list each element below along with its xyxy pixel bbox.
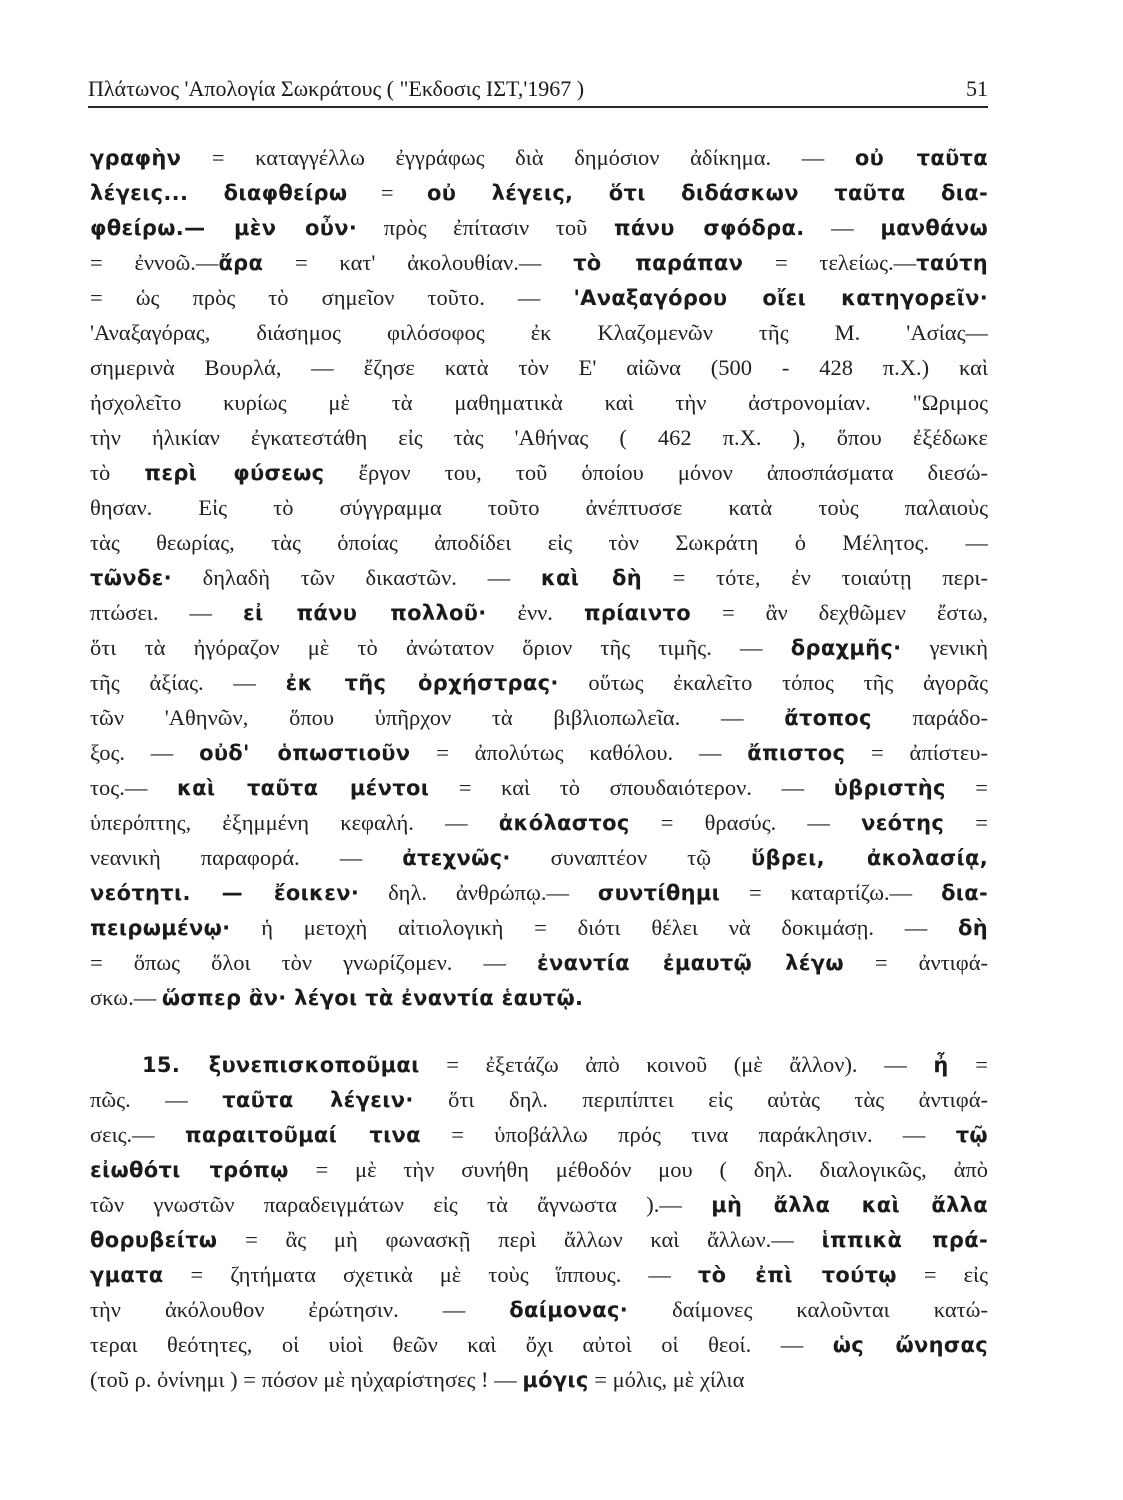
- lemma-term: τῷ: [955, 1123, 988, 1147]
- gloss-text: γενικὴ: [901, 635, 988, 660]
- gloss-text: σημερινὰ Βουρλά, — ἔζησε κατὰ τὸν Ε' αἰῶνα (500 - 428 π.Χ.) καὶ: [90, 355, 988, 380]
- gloss-text: σκω.—: [90, 985, 162, 1010]
- gloss-text: = εἰς: [896, 1262, 988, 1287]
- gloss-text: ὑπερόπτης, ἐξημμένη κεφαλή. —: [90, 810, 499, 835]
- lemma-term: δραχμῆς·: [790, 636, 902, 660]
- lemma-term: νεότητι. — ἔοικεν·: [90, 881, 360, 905]
- gloss-text: = μόλις, μὲ χίλια: [588, 1367, 745, 1392]
- lemma-term: δια-: [941, 881, 988, 905]
- gloss-text: ὅτι δηλ. περιπίπτει εἰς αὐτὰς τὰς ἀντιφά-: [413, 1087, 988, 1112]
- text-line: [90, 1292, 988, 1327]
- lemma-term: τὸ παράπαν: [573, 251, 744, 275]
- gloss-text: = ὅπως ὅλοι τὸν γνωρίζομεν. —: [90, 950, 538, 975]
- gloss-text: σεις.—: [90, 1122, 185, 1147]
- gloss-text: = ἂν δεχθῶμεν ἔστω,: [690, 600, 988, 625]
- text-line: [90, 245, 988, 280]
- lemma-term: 15. ξυνεπισκοποῦμαι: [142, 1053, 420, 1077]
- text-line: [90, 1117, 988, 1152]
- text-line: [90, 805, 988, 840]
- lemma-term: ὑβριστὴς: [833, 776, 946, 800]
- text-line: [90, 210, 988, 245]
- gloss-text: οὕτως ἐκαλεῖτο τόπος τῆς ἀγορᾶς: [558, 670, 988, 695]
- gloss-text: —: [804, 215, 881, 240]
- text-line: [90, 1362, 988, 1397]
- lemma-term: ὡς ὤνησας: [832, 1333, 988, 1357]
- lemma-term: εἰ πάνυ πολλοῦ·: [243, 601, 487, 625]
- text-line: [90, 280, 988, 315]
- text-line: [90, 490, 988, 525]
- lemma-term: παραιτοῦμαί τινα: [185, 1123, 421, 1147]
- lemma-term: φθείρω.— μὲν οὖν·: [90, 216, 358, 240]
- gloss-text: = θρασύς. —: [629, 810, 862, 835]
- lemma-term: ἄπιστος: [747, 741, 846, 765]
- gloss-text: = ἀπίστευ-: [845, 740, 988, 765]
- lemma-term: μανθάνω: [880, 216, 988, 240]
- text-line: [90, 1222, 988, 1257]
- text-line: [90, 980, 988, 1015]
- lemma-term: πάνυ σφόδρα.: [613, 216, 805, 240]
- page-number: 51: [966, 76, 988, 101]
- gloss-text: =: [944, 810, 988, 835]
- lemma-term: πρίαιντο: [583, 601, 691, 625]
- lemma-term: 'Αναξαγόρου οἴει κατηγορεῖν·: [573, 286, 988, 310]
- gloss-text: = ἂς μὴ φωνασκῇ περὶ ἄλλων καὶ ἄλλων.—: [217, 1227, 822, 1252]
- gloss-text: = ἀντιφά-: [843, 950, 988, 975]
- text-line: [90, 1152, 988, 1187]
- lemma-term: γραφὴν: [90, 146, 182, 170]
- lemma-term: ἄρα: [218, 251, 264, 275]
- text-line: [90, 1257, 988, 1292]
- gloss-text: πῶς. —: [90, 1087, 223, 1112]
- lemma-term: οὐδ' ὁπωστιοῦν: [199, 741, 411, 765]
- lemma-term: οὐ ταῦτα: [854, 146, 988, 170]
- gloss-text: =: [945, 775, 988, 800]
- gloss-text: τῆς ἀξίας. —: [90, 670, 286, 695]
- header-title: Πλάτωνος 'Απολογία Σωκράτους ( "Εκδοσις ΙΣΤ,'1967 ): [88, 76, 585, 101]
- text-line: [90, 1187, 988, 1222]
- gloss-text: ἐνν.: [486, 600, 584, 625]
- gloss-text: =: [347, 180, 428, 205]
- lemma-term: θορυβείτω: [90, 1228, 218, 1252]
- lemma-term: οὐ λέγεις, ὅτι διδάσκων ταῦτα δια-: [427, 181, 988, 205]
- gloss-text: ξος. —: [90, 740, 200, 765]
- lemma-term: δαίμονας·: [509, 1298, 629, 1322]
- gloss-text: ἠσχολεῖτο κυρίως μὲ τὰ μαθηματικὰ καὶ τὴν ἀστρονομίαν. "Ωριμος: [90, 390, 988, 415]
- lemma-term: τῶνδε·: [90, 566, 172, 590]
- text-line: [90, 525, 988, 560]
- text-line: [90, 455, 988, 490]
- text-line: [90, 420, 988, 455]
- text-line: [90, 875, 988, 910]
- gloss-text: τὴν ἀκόλουθον ἐρώτησιν. —: [90, 1297, 510, 1322]
- gloss-text: ἡ μετοχὴ αἰτιολογικὴ = διότι θέλει νὰ δοκιμάσῃ. —: [230, 915, 959, 940]
- gloss-text: τεραι θεότητες, οἱ υἱοὶ θεῶν καὶ ὄχι αὐτοὶ οἱ θεοί. —: [90, 1332, 833, 1357]
- gloss-text: = καταγγέλλω ἐγγράφως διὰ δημόσιον ἀδίκημα. —: [181, 145, 855, 170]
- lemma-term: πειρωμένῳ·: [90, 916, 231, 940]
- gloss-text: πτώσει. —: [90, 600, 243, 625]
- paragraph-gap: [90, 1015, 988, 1047]
- gloss-text: τῶν γνωστῶν παραδειγμάτων εἰς τὰ ἄγνωστα ).—: [90, 1192, 712, 1217]
- gloss-text: = ἀπολύτως καθόλου. —: [410, 740, 748, 765]
- lemma-term: ὕβρει, ἀκολασίᾳ,: [751, 846, 988, 870]
- gloss-text: δαίμονες καλοῦνται κατώ-: [628, 1297, 988, 1322]
- gloss-text: = ζητήματα σχετικὰ μὲ τοὺς ἵππους. —: [163, 1262, 698, 1287]
- lemma-term: ἄτοπος: [784, 706, 872, 730]
- lemma-term: τὸ ἐπὶ τούτῳ: [697, 1263, 897, 1287]
- gloss-text: = ὑποβάλλω πρός τινα παράκλησιν. —: [420, 1122, 956, 1147]
- text-line: [90, 630, 988, 665]
- text-line: [90, 840, 988, 875]
- text-line: [90, 595, 988, 630]
- gloss-text: = τότε, ἐν τοιαύτῃ περι-: [641, 565, 988, 590]
- lemma-term: ἐκ τῆς ὀρχήστρας·: [285, 671, 559, 695]
- text-line: [90, 385, 988, 420]
- text-line: [90, 140, 988, 175]
- lemma-term: καὶ δὴ: [540, 566, 642, 590]
- gloss-text: = ἐξετάζω ἀπὸ κοινοῦ (μὲ ἄλλον). —: [419, 1052, 934, 1077]
- text-line: [90, 1327, 988, 1362]
- text-line: [90, 945, 988, 980]
- gloss-text: = ἐννοῶ.—: [90, 250, 219, 275]
- gloss-text: τὰς θεωρίας, τὰς ὁποίας ἀποδίδει εἰς τὸν Σωκράτη ὁ Μέλητος. —: [90, 530, 988, 555]
- lemma-term: ἀτεχνῶς·: [402, 846, 511, 870]
- text-line: [90, 735, 988, 770]
- gloss-text: τὴν ἡλικίαν ἐγκατεστάθη εἰς τὰς 'Αθήνας ( 462 π.Χ. ), ὅπου ἐξέδωκε: [90, 425, 988, 450]
- lemma-term: μόγις: [522, 1368, 589, 1392]
- gloss-text: δηλαδὴ τῶν δικαστῶν. —: [171, 565, 541, 590]
- text-line: [90, 910, 988, 945]
- lemma-term: ἱππικὰ πρά-: [821, 1228, 988, 1252]
- gloss-text: τὸ: [90, 460, 145, 485]
- lemma-term: εἰωθότι τρόπῳ: [90, 1158, 289, 1182]
- lemma-term: περὶ φύσεως: [144, 461, 325, 485]
- text-line: [90, 770, 988, 805]
- gloss-text: = καὶ τὸ σπουδαιότερον. —: [429, 775, 834, 800]
- lemma-term: γματα: [90, 1263, 164, 1287]
- gloss-text: θησαν. Εἰς τὸ σύγγραμμα τοῦτο ἀνέπτυσσε κατὰ τοὺς παλαιοὺς: [90, 495, 988, 520]
- commentary-text: [90, 140, 988, 1397]
- text-line: [90, 560, 988, 595]
- text-line: [90, 1082, 988, 1117]
- gloss-text: τος.—: [90, 775, 177, 800]
- lemma-term: ἦ: [933, 1053, 949, 1077]
- text-line: [90, 315, 988, 350]
- lemma-term: ἀκόλαστος: [498, 811, 630, 835]
- gloss-text: = ὡς πρὸς τὸ σημεῖον τοῦτο. —: [90, 285, 574, 310]
- gloss-text: = κατ' ἀκολουθίαν.—: [263, 250, 574, 275]
- lemma-term: καὶ ταῦτα μέντοι: [176, 776, 430, 800]
- gloss-text: τῶν 'Αθηνῶν, ὅπου ὑπῆρχον τὰ βιβλιοπωλεῖα. —: [90, 705, 785, 730]
- gloss-text: πρὸς ἐπίτασιν τοῦ: [357, 215, 614, 240]
- text-line: [90, 175, 988, 210]
- gloss-text: συναπτέον τῷ: [510, 845, 751, 870]
- lemma-term: ταύτη: [916, 251, 988, 275]
- gloss-text: = τελείως.—: [743, 250, 917, 275]
- lemma-term: δὴ: [958, 916, 988, 940]
- gloss-text: δηλ. ἀνθρώπῳ.—: [359, 880, 598, 905]
- gloss-text: = καταρτίζω.—: [720, 880, 942, 905]
- gloss-text: = μὲ τὴν συνήθη μέθοδόν μου ( δηλ. διαλογικῶς, ἀπὸ: [288, 1157, 988, 1182]
- text-line: [90, 350, 988, 385]
- lemma-term: ὥσπερ ἂν· λέγοι τὰ ἐναντία ἑαυτῷ.: [161, 986, 584, 1010]
- text-line: [90, 700, 988, 735]
- lemma-term: ταῦτα λέγειν·: [222, 1088, 414, 1112]
- lemma-term: συντίθημι: [597, 881, 721, 905]
- gloss-text: (τοῦ ρ. ὀνίνημι ) = πόσον μὲ ηὐχαρίστησες ! —: [90, 1367, 523, 1392]
- text-line: [90, 665, 988, 700]
- gloss-text: ἔργον του, τοῦ ὁποίου μόνον ἀποσπάσματα διεσώ-: [324, 460, 988, 485]
- lemma-term: μὴ ἄλλα καὶ ἄλλα: [711, 1193, 988, 1217]
- lemma-term: ἐναντία ἐμαυτῷ λέγω: [537, 951, 844, 975]
- lemma-term: λέγεις... διαφθείρω: [90, 181, 348, 205]
- lemma-term: νεότης: [861, 811, 945, 835]
- gloss-text: 'Αναξαγόρας, διάσημος φιλόσοφος ἐκ Κλαζομενῶν τῆς Μ. 'Ασίας—: [90, 320, 988, 345]
- gloss-text: ὅτι τὰ ἠγόραζον μὲ τὸ ἀνώτατον ὅριον τῆς τιμῆς. —: [90, 635, 791, 660]
- gloss-text: παράδο-: [871, 705, 988, 730]
- text-line: [90, 1047, 988, 1082]
- gloss-text: =: [948, 1052, 988, 1077]
- running-header: [88, 72, 988, 108]
- gloss-text: νεανικὴ παραφορά. —: [90, 845, 403, 870]
